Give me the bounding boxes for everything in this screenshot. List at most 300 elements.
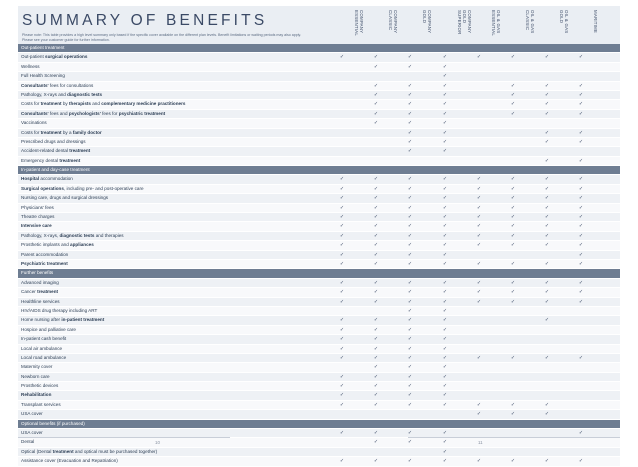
column-header-label: OIL & GAS GOLD [559, 10, 569, 34]
check-icon: ✓ [407, 401, 413, 408]
benefit-row [18, 345, 620, 354]
check-icon: ✓ [407, 336, 413, 343]
check-icon: ✓ [578, 214, 584, 221]
check-icon: ✓ [578, 54, 584, 61]
benefit-label [21, 382, 58, 390]
benefit-label [21, 213, 54, 221]
benefit-row [18, 279, 620, 288]
check-icon: ✓ [544, 101, 550, 108]
check-icon: ✓ [339, 373, 345, 380]
benefit-label-segment: and therapies [94, 232, 124, 238]
benefit-label-segment: family doctor [72, 129, 102, 135]
benefit-row [18, 241, 620, 250]
benefit-label-segment: in-patient treatment [61, 317, 105, 323]
benefit-label [21, 279, 59, 287]
check-icon: ✓ [407, 176, 413, 183]
check-icon: ✓ [578, 458, 584, 465]
intro-note [22, 33, 332, 43]
check-icon: ✓ [510, 185, 516, 192]
check-icon: ✓ [442, 195, 448, 202]
benefit-row [18, 110, 620, 119]
benefit-label [21, 448, 157, 456]
benefit-label [21, 260, 68, 268]
check-icon: ✓ [442, 326, 448, 333]
check-icon: ✓ [578, 176, 584, 183]
check-icon: ✓ [373, 401, 379, 408]
benefit-label-segment: Dental [21, 439, 35, 445]
benefit-label-segment: treatment [52, 448, 74, 454]
check-icon: ✓ [578, 354, 584, 361]
check-icon: ✓ [407, 204, 413, 211]
check-icon: ✓ [442, 279, 448, 286]
check-icon: ✓ [442, 223, 448, 230]
check-icon: ✓ [442, 73, 448, 80]
section-header-row [18, 420, 620, 429]
benefit-label-segment: treatment [37, 289, 59, 295]
check-icon: ✓ [407, 120, 413, 127]
benefit-label-segment: treatment [69, 148, 91, 154]
benefit-label [21, 119, 47, 127]
check-icon: ✓ [373, 120, 379, 127]
check-icon: ✓ [373, 458, 379, 465]
check-icon: ✓ [407, 373, 413, 380]
check-icon: ✓ [407, 110, 413, 117]
check-icon: ✓ [339, 392, 345, 399]
benefit-label-segment: Assistance cover (Evacuation and Repatriation) [21, 458, 118, 464]
benefit-label-segment: psychiatric treatment [118, 110, 166, 116]
check-icon: ✓ [442, 430, 448, 437]
check-icon: ✓ [442, 317, 448, 324]
check-icon: ✓ [373, 204, 379, 211]
check-icon: ✓ [510, 401, 516, 408]
benefit-row [18, 91, 620, 100]
check-icon: ✓ [373, 383, 379, 390]
benefit-label [21, 298, 60, 306]
check-icon: ✓ [373, 82, 379, 89]
check-icon: ✓ [578, 91, 584, 98]
check-icon: ✓ [544, 204, 550, 211]
footer-divider [408, 437, 620, 438]
check-icon: ✓ [339, 204, 345, 211]
benefit-label [21, 204, 54, 212]
check-icon: ✓ [442, 336, 448, 343]
check-icon: ✓ [544, 195, 550, 202]
check-icon: ✓ [373, 223, 379, 230]
check-icon: ✓ [578, 129, 584, 136]
benefit-row [18, 129, 620, 138]
check-icon: ✓ [476, 289, 482, 296]
benefit-label-segment: USA cover [21, 411, 43, 417]
check-icon: ✓ [407, 345, 413, 352]
benefit-label-segment: Wellness [21, 63, 40, 69]
section-title [21, 166, 90, 174]
check-icon: ✓ [373, 195, 379, 202]
check-icon: ✓ [442, 289, 448, 296]
check-icon: ✓ [373, 54, 379, 61]
benefit-label [21, 326, 76, 334]
benefit-row [18, 232, 620, 241]
check-icon: ✓ [442, 63, 448, 70]
check-icon: ✓ [373, 176, 379, 183]
check-icon: ✓ [407, 364, 413, 371]
check-icon: ✓ [373, 298, 379, 305]
check-icon: ✓ [578, 185, 584, 192]
check-icon: ✓ [442, 54, 448, 61]
check-icon: ✓ [476, 298, 482, 305]
benefit-label [21, 251, 68, 259]
check-icon: ✓ [544, 232, 550, 239]
check-icon: ✓ [442, 298, 448, 305]
check-icon: ✓ [407, 298, 413, 305]
benefit-label [21, 82, 93, 90]
check-icon: ✓ [407, 260, 413, 267]
check-icon: ✓ [373, 345, 379, 352]
check-icon: ✓ [442, 82, 448, 89]
check-icon: ✓ [442, 307, 448, 314]
check-icon: ✓ [476, 232, 482, 239]
benefit-row [18, 391, 620, 400]
check-icon: ✓ [407, 82, 413, 89]
benefit-label-segment: Optical (Dental [21, 448, 53, 454]
check-icon: ✓ [442, 383, 448, 390]
benefit-row [18, 326, 620, 335]
benefit-label [21, 222, 52, 230]
check-icon: ✓ [407, 279, 413, 286]
check-icon: ✓ [544, 110, 550, 117]
benefit-row [18, 222, 620, 231]
benefit-row [18, 298, 620, 307]
check-icon: ✓ [510, 91, 516, 98]
column-header-label: OIL & GAS ESSENTIAL [491, 10, 501, 36]
check-icon: ✓ [407, 458, 413, 465]
benefit-label [21, 335, 66, 343]
check-icon: ✓ [578, 157, 584, 164]
check-icon: ✓ [373, 439, 379, 446]
check-icon: ✓ [442, 120, 448, 127]
check-icon: ✓ [373, 279, 379, 286]
check-icon: ✓ [476, 176, 482, 183]
check-icon: ✓ [510, 223, 516, 230]
benefit-label-segment: Costs for [21, 129, 41, 135]
benefit-row [18, 438, 620, 447]
column-header [521, 8, 541, 44]
benefit-label-segment: Rehabilitation [21, 392, 52, 398]
check-icon: ✓ [510, 54, 516, 61]
column-header-label: COMPANY ESSENTIAL [354, 10, 364, 36]
benefit-label-segment: Further benefits [21, 270, 54, 276]
benefit-row [18, 72, 620, 81]
check-icon: ✓ [476, 204, 482, 211]
check-icon: ✓ [544, 279, 550, 286]
benefit-row [18, 185, 620, 194]
check-icon: ✓ [510, 260, 516, 267]
benefit-label-segment: fees and [48, 110, 69, 116]
check-icon: ✓ [407, 383, 413, 390]
benefit-row [18, 382, 620, 391]
check-icon: ✓ [373, 110, 379, 117]
benefit-label-segment: Surgical operations [21, 185, 64, 191]
check-icon: ✓ [407, 148, 413, 155]
check-icon: ✓ [578, 289, 584, 296]
check-icon: ✓ [407, 91, 413, 98]
check-icon: ✓ [407, 232, 413, 239]
benefit-label-segment: Physicians' fees [21, 204, 54, 210]
benefit-label-segment: Hospital [21, 176, 40, 182]
check-icon: ✓ [407, 138, 413, 145]
benefit-label-segment: diagnostic tests [59, 232, 95, 238]
check-icon: ✓ [442, 448, 448, 455]
benefit-label [21, 354, 66, 362]
check-icon: ✓ [510, 242, 516, 249]
check-icon: ✓ [578, 430, 584, 437]
benefit-label-segment: Prosthetic implants and [21, 242, 71, 248]
benefit-label-segment: Parent accommodation [21, 251, 69, 257]
check-icon: ✓ [407, 185, 413, 192]
check-icon: ✓ [373, 317, 379, 324]
benefit-label [21, 147, 90, 155]
benefits-table [18, 44, 620, 467]
check-icon: ✓ [544, 260, 550, 267]
check-icon: ✓ [339, 326, 345, 333]
check-icon: ✓ [544, 91, 550, 98]
benefit-label-segment: Newborn care [21, 373, 50, 379]
benefit-row [18, 138, 620, 147]
check-icon: ✓ [578, 110, 584, 117]
check-icon: ✓ [578, 232, 584, 239]
check-icon: ✓ [476, 354, 482, 361]
check-icon: ✓ [373, 336, 379, 343]
column-header-label: COMPANY GOLD SUPERIOR [457, 10, 472, 35]
check-icon: ✓ [407, 430, 413, 437]
benefit-row [18, 288, 620, 297]
benefit-row [18, 194, 620, 203]
check-icon: ✓ [578, 101, 584, 108]
benefit-label-segment: Local road ambulance [21, 354, 67, 360]
benefit-label-segment: Out-patient [21, 54, 46, 60]
check-icon: ✓ [339, 401, 345, 408]
benefit-label-segment: treatment [59, 157, 81, 163]
column-header [418, 8, 438, 44]
check-icon: ✓ [544, 138, 550, 145]
check-icon: ✓ [373, 373, 379, 380]
check-icon: ✓ [510, 214, 516, 221]
check-icon: ✓ [407, 101, 413, 108]
check-icon: ✓ [442, 185, 448, 192]
benefit-label-segment: Local air ambulance [21, 345, 63, 351]
benefit-label [21, 391, 51, 399]
check-icon: ✓ [442, 214, 448, 221]
check-icon: ✓ [510, 289, 516, 296]
check-icon: ✓ [544, 298, 550, 305]
benefit-label [21, 288, 58, 296]
benefit-label-segment: Optional benefits (if purchased) [21, 420, 85, 426]
benefit-label-segment: treatment [40, 129, 62, 135]
benefit-label-segment: Healthline services [21, 298, 60, 304]
check-icon: ✓ [407, 354, 413, 361]
check-icon: ✓ [373, 289, 379, 296]
check-icon: ✓ [407, 439, 413, 446]
check-icon: ✓ [544, 185, 550, 192]
benefit-row [18, 354, 620, 363]
benefit-label [21, 194, 108, 202]
check-icon: ✓ [442, 232, 448, 239]
check-icon: ✓ [544, 317, 550, 324]
check-icon: ✓ [476, 401, 482, 408]
benefit-label-segment: appliances [70, 242, 94, 248]
benefit-label-segment: Transplant services [21, 401, 61, 407]
benefit-label-segment: complementary medicine practitioners [101, 101, 186, 107]
check-icon: ✓ [442, 260, 448, 267]
check-icon: ✓ [442, 91, 448, 98]
check-icon: ✓ [544, 354, 550, 361]
benefit-label-segment: In-patient and day-case treatment [21, 167, 90, 173]
benefit-label [21, 241, 94, 249]
check-icon: ✓ [442, 101, 448, 108]
check-icon: ✓ [442, 439, 448, 446]
check-icon: ✓ [373, 364, 379, 371]
check-icon: ✓ [510, 354, 516, 361]
benefit-label-segment: In-patient cash benefit [21, 336, 67, 342]
column-header-label: COMPANY GOLD [422, 10, 432, 34]
check-icon: ✓ [339, 54, 345, 61]
benefit-row [18, 157, 620, 166]
benefit-label-segment: Prosthetic devices [21, 383, 59, 389]
check-icon: ✓ [510, 458, 516, 465]
benefit-label [21, 410, 43, 418]
benefit-label-segment: and optical must be purchased together) [73, 448, 158, 454]
benefit-row [18, 457, 620, 466]
benefit-row [18, 53, 620, 62]
check-icon: ✓ [578, 204, 584, 211]
check-icon: ✓ [373, 63, 379, 70]
benefit-label-segment: Advanced imaging [21, 279, 59, 285]
benefit-label [21, 100, 185, 108]
check-icon: ✓ [339, 298, 345, 305]
check-icon: ✓ [407, 54, 413, 61]
benefit-label [21, 63, 40, 71]
check-icon: ✓ [373, 232, 379, 239]
benefit-row [18, 82, 620, 91]
check-icon: ✓ [339, 458, 345, 465]
table-header [18, 6, 620, 44]
benefit-row [18, 175, 620, 184]
section-header-row [18, 44, 620, 53]
page-number: 11 [478, 440, 483, 445]
benefit-row [18, 307, 620, 316]
benefit-label [21, 157, 80, 165]
benefit-label [21, 438, 34, 446]
benefit-row [18, 147, 620, 156]
benefit-label [21, 53, 87, 61]
check-icon: ✓ [476, 185, 482, 192]
check-icon: ✓ [407, 214, 413, 221]
check-icon: ✓ [544, 458, 550, 465]
benefit-label [21, 91, 102, 99]
check-icon: ✓ [578, 298, 584, 305]
check-icon: ✓ [476, 223, 482, 230]
check-icon: ✓ [442, 242, 448, 249]
check-icon: ✓ [442, 251, 448, 258]
check-icon: ✓ [510, 279, 516, 286]
check-icon: ✓ [544, 401, 550, 408]
benefit-label-segment: Pathology, X-rays, [21, 232, 60, 238]
check-icon: ✓ [442, 204, 448, 211]
benefit-label-segment: Maternity cover [21, 364, 53, 370]
benefit-label-segment: Psychiatric treatment [21, 260, 68, 266]
benefit-label [21, 316, 104, 324]
check-icon: ✓ [442, 110, 448, 117]
check-icon: ✓ [442, 373, 448, 380]
benefit-label-segment: and [90, 101, 102, 107]
benefit-label-segment: Accident-related dental [21, 148, 70, 154]
check-icon: ✓ [476, 195, 482, 202]
check-icon: ✓ [339, 251, 345, 258]
benefit-label-segment: Cancer [21, 289, 38, 295]
check-icon: ✓ [373, 101, 379, 108]
benefit-label-segment: fees for [100, 110, 119, 116]
check-icon: ✓ [578, 251, 584, 258]
benefit-label-segment: HIV/AIDS drug therapy including ART [21, 307, 98, 313]
check-icon: ✓ [373, 326, 379, 333]
page-number: 10 [155, 440, 161, 445]
check-icon: ✓ [442, 148, 448, 155]
section-header-row [18, 269, 620, 278]
check-icon: ✓ [476, 279, 482, 286]
benefit-label-segment: Vaccinations [21, 120, 47, 126]
check-icon: ✓ [578, 223, 584, 230]
benefit-label-segment: surgical operations [45, 54, 88, 60]
check-icon: ✓ [578, 138, 584, 145]
column-header-label: COMPANY CLASSIC [388, 10, 398, 34]
column-header [487, 8, 507, 44]
benefit-label-segment: therapists [69, 101, 91, 107]
benefit-label [21, 175, 73, 183]
check-icon: ✓ [510, 204, 516, 211]
check-icon: ✓ [510, 195, 516, 202]
benefit-label-segment: accommodation [39, 176, 73, 182]
column-header-label: OIL & GAS CLASSIC [525, 10, 535, 34]
check-icon: ✓ [407, 392, 413, 399]
check-icon: ✓ [339, 354, 345, 361]
check-icon: ✓ [476, 411, 482, 418]
check-icon: ✓ [339, 383, 345, 390]
benefit-label-segment: Pathology, X-rays and [21, 91, 68, 97]
benefit-row [18, 100, 620, 109]
benefit-label [21, 72, 65, 80]
benefit-label-segment: Prescribed drugs and dressings [21, 138, 86, 144]
footer-divider [18, 437, 230, 438]
check-icon: ✓ [339, 345, 345, 352]
check-icon: ✓ [544, 223, 550, 230]
benefit-label-segment: treatment [40, 101, 62, 107]
check-icon: ✓ [442, 364, 448, 371]
check-icon: ✓ [373, 185, 379, 192]
column-header [453, 8, 473, 44]
check-icon: ✓ [510, 176, 516, 183]
check-icon: ✓ [442, 176, 448, 183]
benefit-label [21, 373, 50, 381]
check-icon: ✓ [407, 129, 413, 136]
check-icon: ✓ [578, 260, 584, 267]
benefit-row [18, 204, 620, 213]
check-icon: ✓ [407, 195, 413, 202]
check-icon: ✓ [442, 354, 448, 361]
check-icon: ✓ [510, 82, 516, 89]
check-icon: ✓ [476, 458, 482, 465]
benefit-label [21, 307, 97, 315]
check-icon: ✓ [510, 411, 516, 418]
check-icon: ✓ [339, 317, 345, 324]
